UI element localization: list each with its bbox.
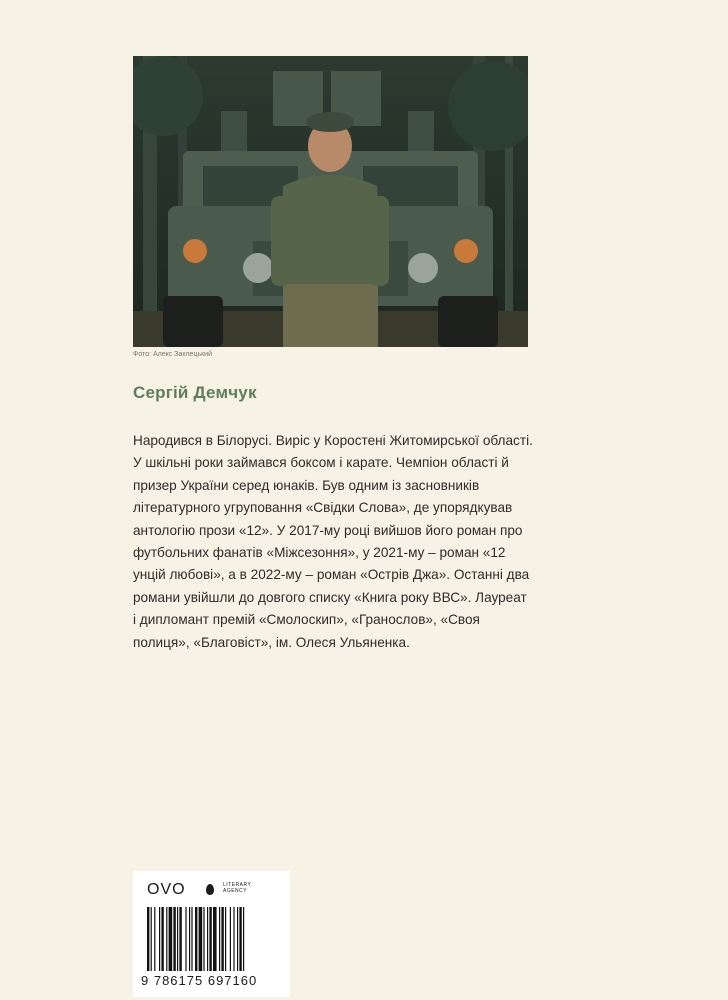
isbn-number: 9 786175 697160 xyxy=(141,973,258,988)
barcode-bar xyxy=(161,907,163,971)
barcode-bar xyxy=(177,907,178,971)
barcode-bar xyxy=(233,907,234,971)
barcode-bar xyxy=(219,907,220,971)
barcode-bar xyxy=(154,907,155,971)
barcode-bar xyxy=(243,907,244,971)
author-biography: Народився в Білорусі. Виріс у Коростені Житомирської області. У шкільні роки займався боксом і карате. Чемпіон області й призер України серед юнаків. Був одним із засновників літературного угруповання «Свідки Слова», де упорядкував антологію прози «12». У 2017-му році вийшов його роман про футбольних фанатів «Міжсезоння», у 2021-му – роман «12 унцій любові», а в 2022-му – роман «Острів Джа». Останні два романи увійшли до довгого списку «Книга року ВВС». Лауреат і дипломант премій «Смолоскип», «Гранослов», «Своя полиця», «Благовіст», ім. Олеся Ульяненка. xyxy=(133,433,533,650)
barcode-bar xyxy=(151,907,152,971)
barcode-bar xyxy=(195,907,197,971)
barcode-panel xyxy=(133,871,290,997)
publisher-agency-label xyxy=(223,882,263,894)
publisher-logo: OVO xyxy=(147,881,186,898)
author-photo-image xyxy=(133,56,528,347)
barcode-bar xyxy=(169,907,173,971)
barcode-bar xyxy=(185,907,186,971)
agency-line-2: AGENCY xyxy=(223,888,248,894)
barcode-bar xyxy=(199,907,203,971)
barcode-bar xyxy=(203,907,204,971)
barcode-bar xyxy=(225,907,226,971)
barcode-bar xyxy=(173,907,175,971)
barcode-bar xyxy=(237,907,238,971)
author-photo xyxy=(133,56,528,347)
barcode-bar xyxy=(159,907,160,971)
isbn-barcode xyxy=(147,907,275,971)
barcode-bar xyxy=(239,907,241,971)
barcode-bar xyxy=(213,907,217,971)
barcode-bar xyxy=(230,907,231,971)
barcode-bar xyxy=(207,907,208,971)
barcode-bar xyxy=(209,907,211,971)
author-name: Сергій Демчук xyxy=(133,383,257,402)
agency-line-1: LITERARY xyxy=(223,882,252,888)
barcode-bar xyxy=(191,907,192,971)
barcode-bar xyxy=(189,907,190,971)
barcode-bar xyxy=(166,907,167,971)
publisher-egg-icon xyxy=(206,884,214,895)
photo-caption: Фото: Алекс Заклецький xyxy=(133,351,212,358)
barcode-bar xyxy=(147,907,149,971)
barcode-bar xyxy=(179,907,181,971)
barcode-bar xyxy=(221,907,223,971)
